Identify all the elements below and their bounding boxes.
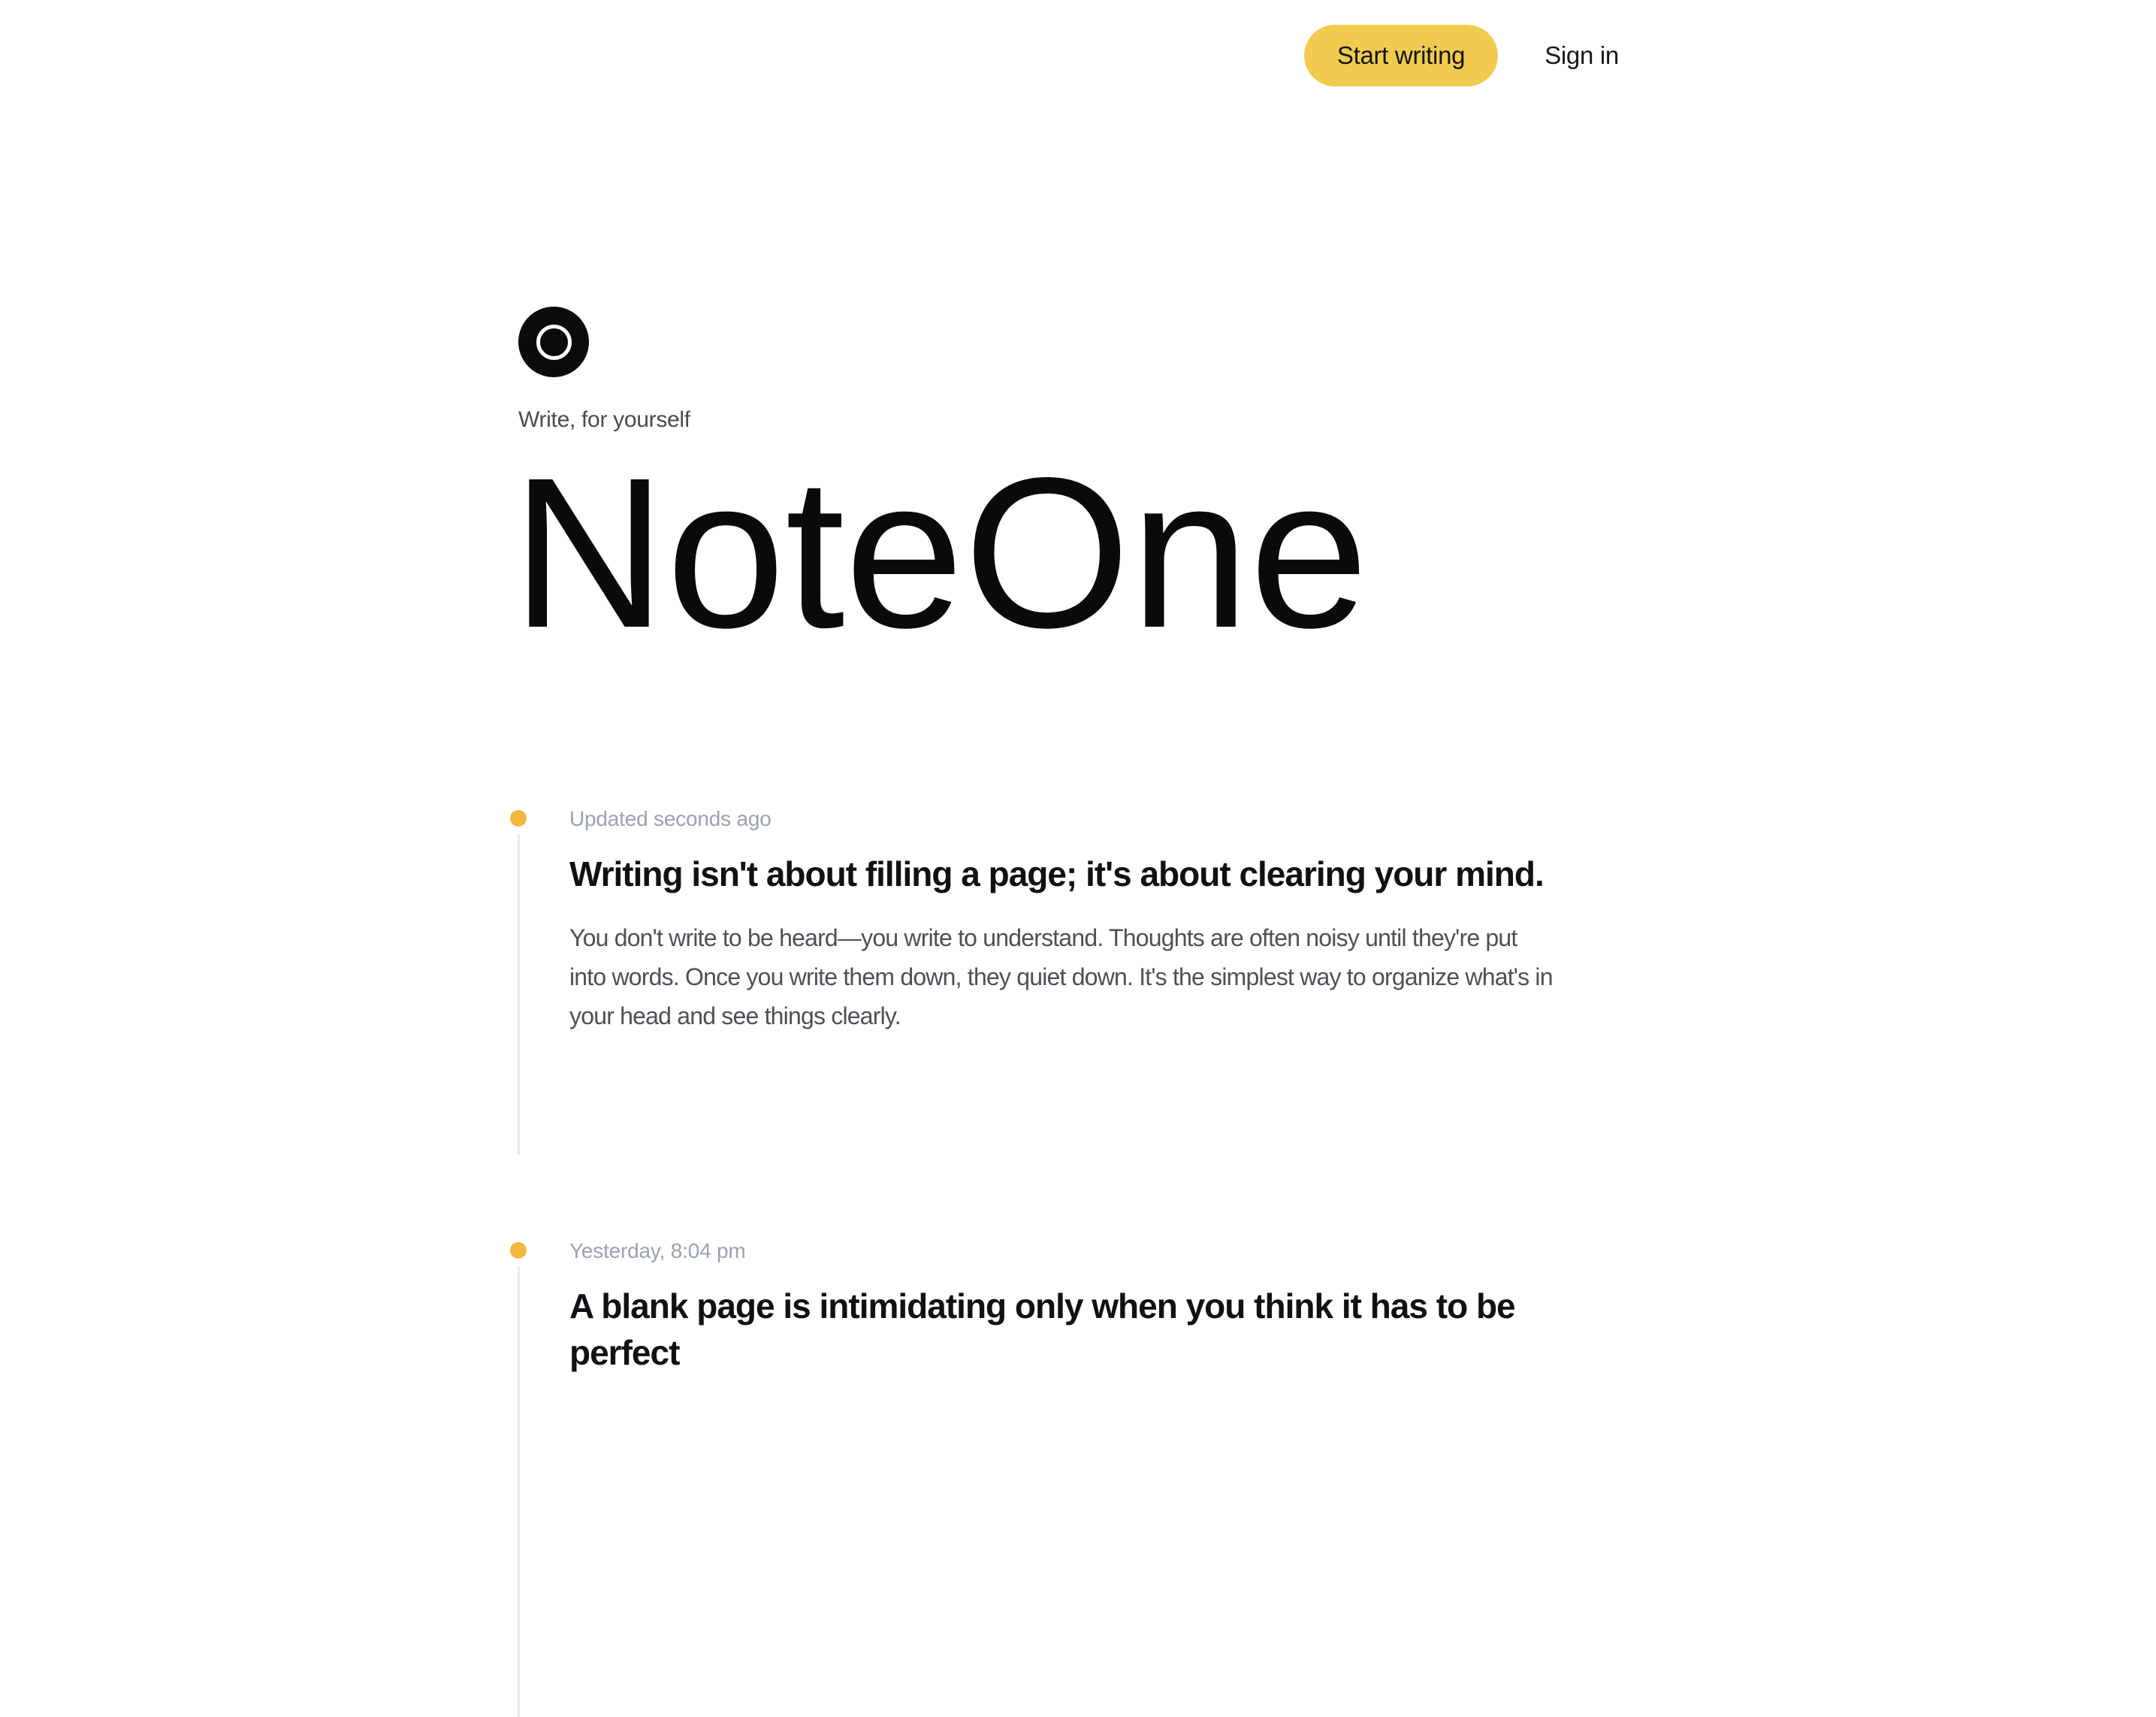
- note-body-line: your head and see things clearly.: [569, 1002, 901, 1029]
- app-title: NoteOne: [512, 434, 1369, 673]
- note-entry: [510, 809, 1667, 1035]
- start-writing-button[interactable]: Start writing: [1304, 25, 1498, 86]
- note-title-line: A blank page is intimidating only when you think it has to be: [569, 1286, 1515, 1326]
- note-body: [569, 918, 1660, 1035]
- record-ring-icon: [536, 325, 572, 360]
- timeline-rail: [518, 834, 520, 1155]
- note-entry: [510, 1241, 1667, 1376]
- note-title: [569, 1283, 1660, 1376]
- header-actions: [1304, 25, 1619, 86]
- note-timestamp: Updated seconds ago: [569, 807, 772, 830]
- hero-tagline: Write, for yourself: [518, 407, 690, 432]
- noteone-logo record-icon: [518, 307, 589, 377]
- sign-in-link[interactable]: Sign in: [1545, 41, 1619, 69]
- timeline-dot-icon: [510, 1242, 527, 1259]
- note-body-line: You don't write to be heard—you write to understand. Thoughts are often noisy until they're put: [569, 924, 1517, 951]
- note-title: [569, 851, 1660, 897]
- note-entry-content: [569, 1241, 1660, 1376]
- note-title-line: Writing isn't about filling a page; it's about clearing your mind.: [569, 854, 1544, 893]
- timeline-dot-icon: [510, 810, 527, 827]
- timeline-rail: [518, 1266, 520, 1717]
- note-timestamp: Yesterday, 8:04 pm: [569, 1239, 746, 1262]
- note-title-line: perfect: [569, 1333, 680, 1372]
- note-entry-content: [569, 809, 1660, 1035]
- note-body-line: into words. Once you write them down, they quiet down. It's the simplest way to organize what's in: [569, 963, 1553, 990]
